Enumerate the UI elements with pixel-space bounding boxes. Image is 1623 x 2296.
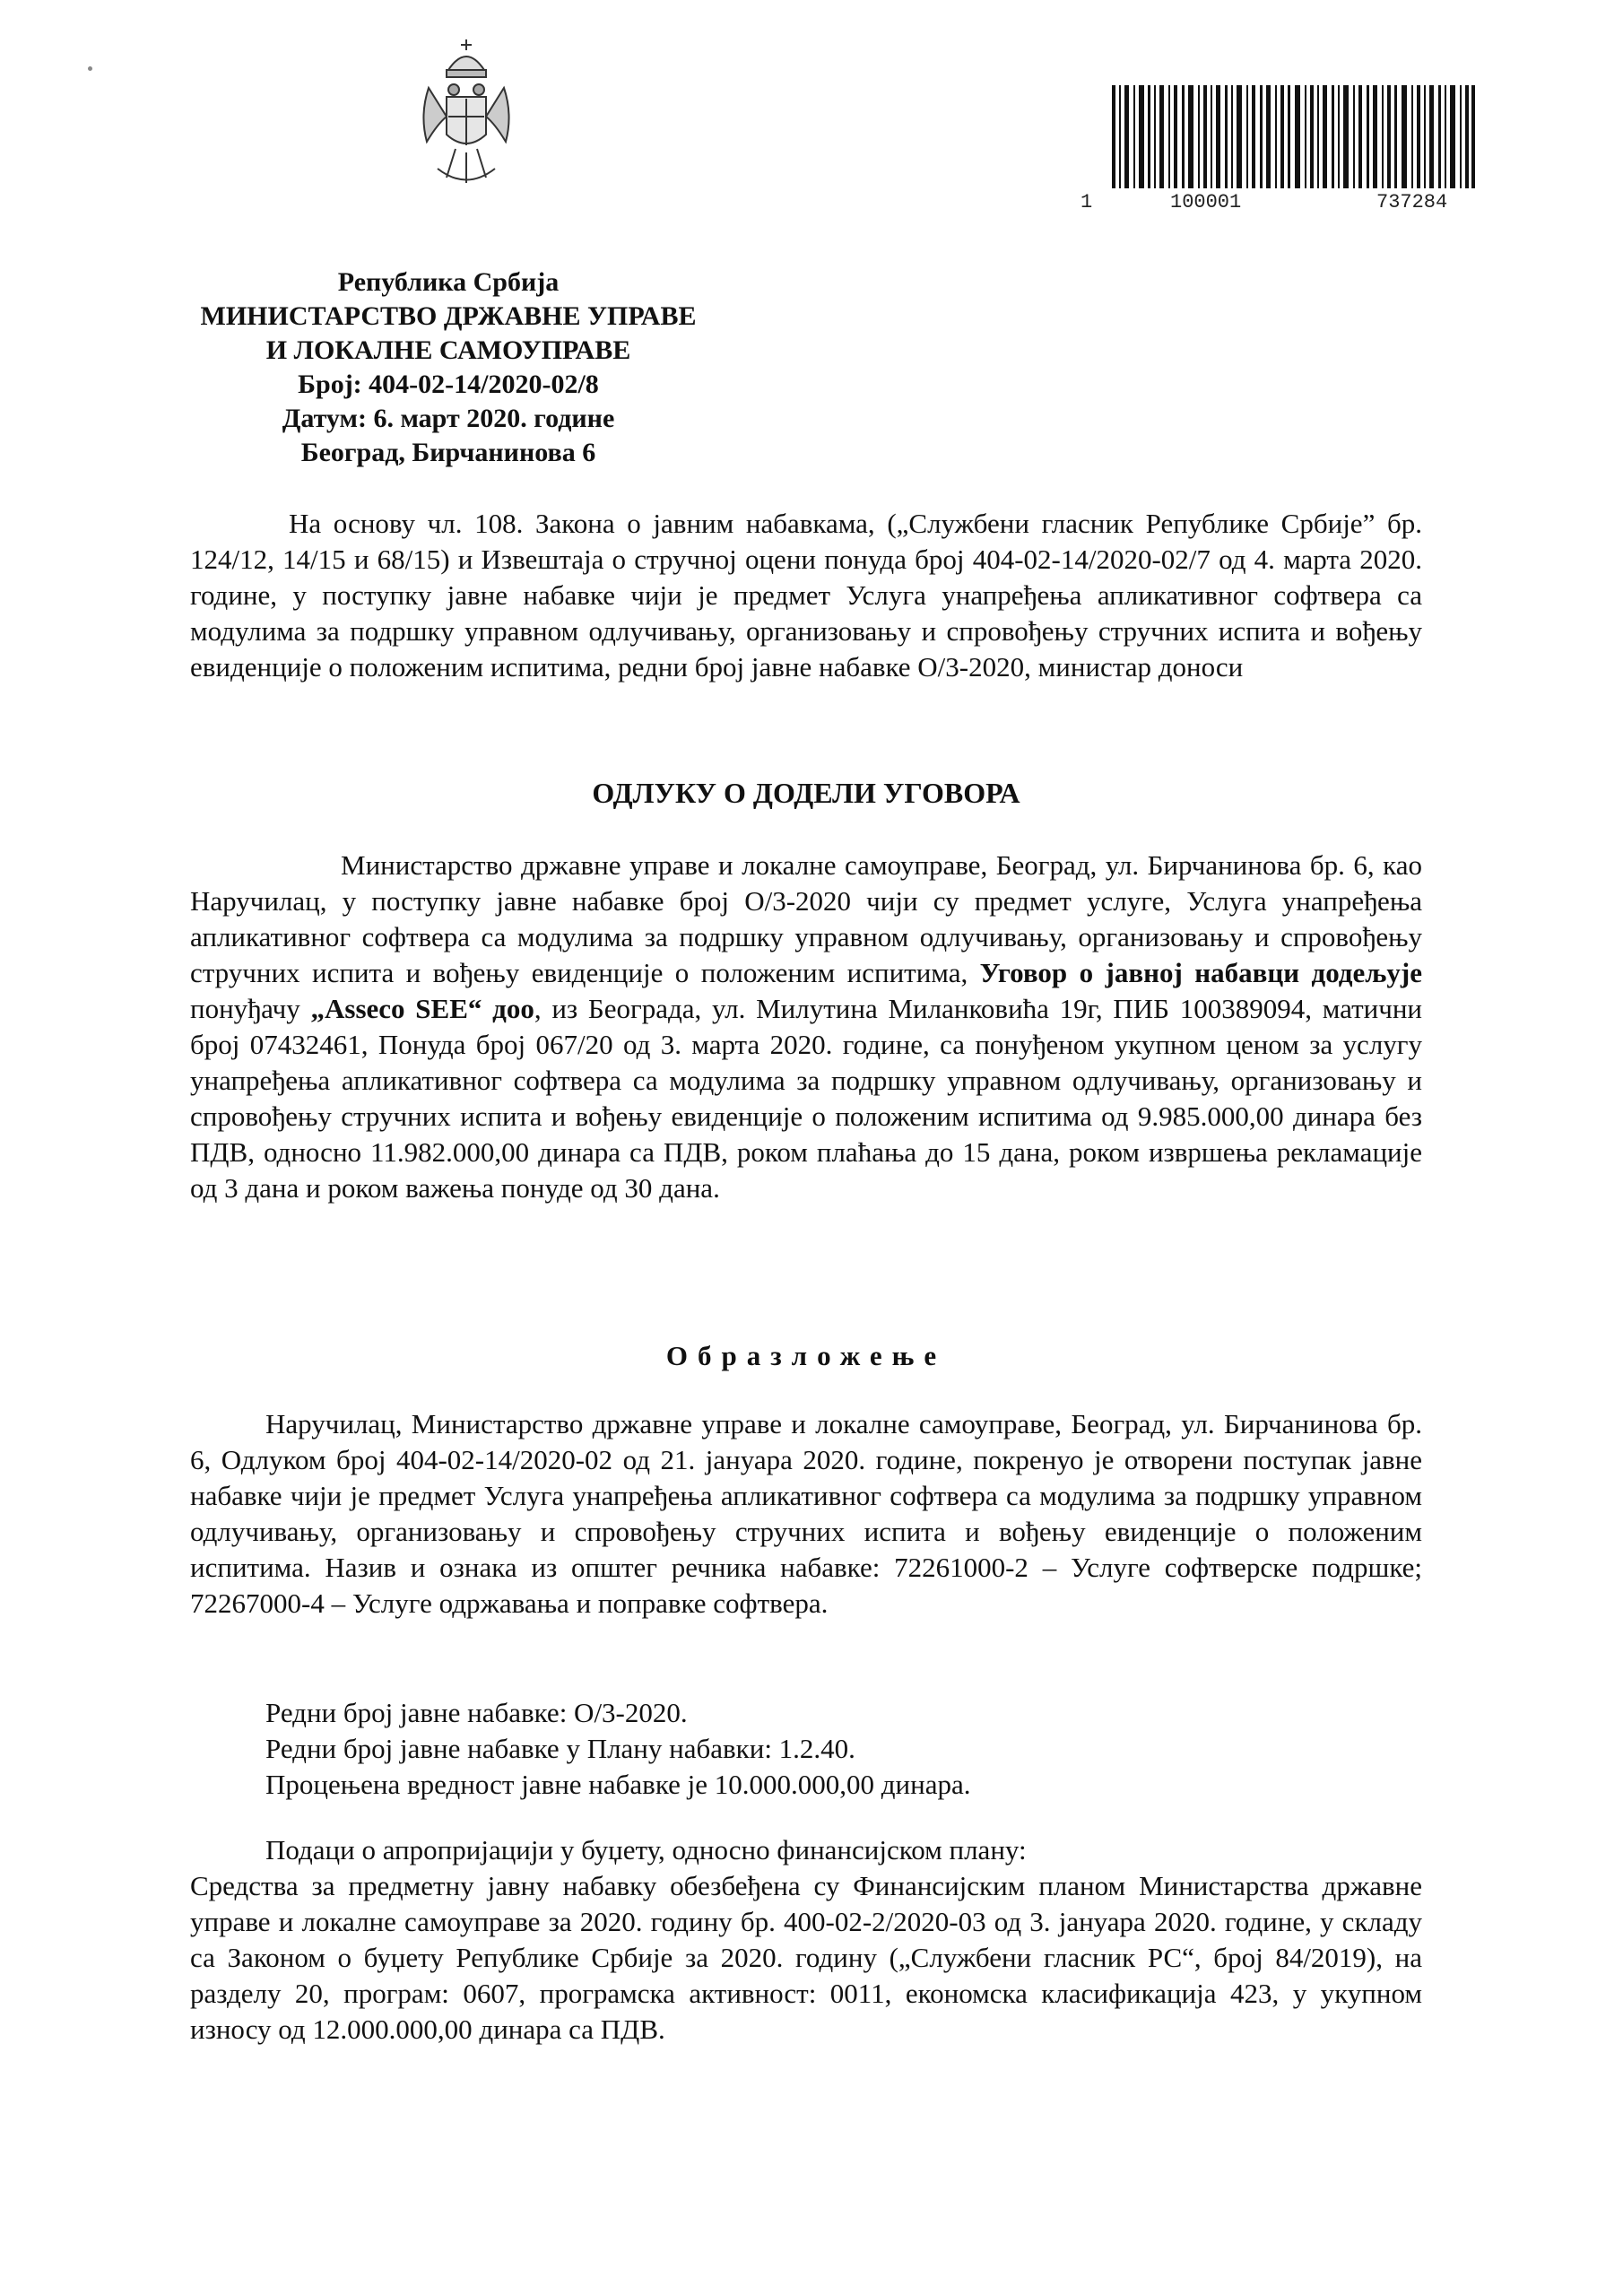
appropriation-paragraph: Средства за предметну јавну набавку обезбеђена су Финансијским планом Министарства државне управе и локалне самоуправе за 2020. годину бр. 400-02-2/2020-03 од 3. јануара 2020. године, у складу са Законом о буџету Републике Србије за 2020. годину („Службени гласник РС“, број 84/2019), на разделу 20, програм: 0607, програмска активност: 0011, економска класификација 423, у укупном износу од 12.000.000,00 динара са ПДВ. — [190, 1870, 1422, 2045]
appropriation-heading: Подаци о апропријацији у буџету, односно финансијском плану: — [265, 1834, 1027, 1866]
list-item: Процењена вредност јавне набавке је 10.000.000,00 динара. — [265, 1769, 971, 1800]
decision-text-part1: Министарство државне управе и локалне самоуправе, Београд, ул. Бирчанинова бр. 6, као Наручилац, у поступку јавне набавке број О/3-2020 чији су предмет услуге, Услуга унапређења апликативног софтвера са модулима за подршку управном одлучивању, организовању и спровођењу стручних испита и вођењу евиденције о положеним испитима, — [190, 849, 1422, 988]
list-item: Редни број јавне набавке у Плану набавки: 1.2.40. — [265, 1733, 855, 1764]
header-ministry-line2: И ЛОКАЛНЕ САМОУПРАВЕ — [265, 335, 631, 365]
decision-text-part2: понуђачу — [190, 993, 311, 1024]
reasoning-paragraph: Наручилац, Министарство државне управе и локалне самоуправе, Београд, ул. Бирчанинова бр. 6, Одлуком број 404-02-14/2020-02 од 21. јануара 2020. године, покренуо је отворени поступак јавне набавке чији је предмет Услуга унапређења апликативног софтвера са модулима за подршку управном одлучивању, организовању и спровођењу стручних испита и вођењу евиденције о положеним испитима. Назив и ознака из општег речника набавке: 72261000-2 – Услуге софтверске подршке; 72267000-4 – Услуге одржавања и поправке софтвера. — [190, 1408, 1422, 1619]
list-item: Редни број јавне набавке: О/3-2020. — [265, 1697, 688, 1728]
header-address: Београд, Бирчанинова 6 — [300, 438, 596, 467]
barcode-middle-code: 100001 — [1170, 191, 1242, 213]
decision-title: ОДЛУКУ О ДОДЕЛИ УГОВОРА — [592, 777, 1020, 809]
scan-speck — [88, 66, 92, 71]
reasoning-title: Образложење — [665, 1340, 947, 1371]
intro-paragraph: На основу чл. 108. Закона о јавним набавкама, („Службени гласник Републике Србије” бр. 124/12, 14/15 и 68/15) и Извештаја о стручној оцени понуда број 404-02-14/2020-02/7 од 4. марта 2020. године, у поступку јавне набавке чији је предмет Услуга унапређења апликативног софтвера са модулима за подршку управном одлучивању, организовању и спровођењу стручних испита и вођењу евиденције о положеним испитима, редни број јавне набавке О/3-2020, министар доноси — [190, 508, 1422, 683]
document-header — [179, 265, 717, 470]
barcode-left-digit: 1 — [1081, 191, 1093, 213]
decision-bold-contract: Уговор о јавној набавци додељује — [979, 957, 1422, 988]
barcode-bars — [1112, 85, 1475, 188]
barcode — [1081, 85, 1475, 211]
decision-paragraph — [190, 848, 1422, 1206]
coat-of-arms-icon — [411, 34, 522, 196]
header-number: Број: 404-02-14/2020-02/8 — [298, 370, 599, 399]
header-date: Датум: 6. март 2020. године — [282, 404, 615, 433]
header-country: Република Србија — [337, 267, 560, 297]
procurement-list — [265, 1695, 970, 1803]
barcode-right-code: 737284 — [1376, 191, 1448, 213]
decision-bold-bidder: „Assecо SEE“ доо — [310, 993, 534, 1024]
decision-text-part3: , из Београда, ул. Милутина Миланковића 19г, ПИБ 100389094, матични број 07432461, Понуда број 067/20 од 3. марта 2020. године, са понуђеном укупном ценом за услугу унапређења апликативног софтвера са модулима за подршку управном одлучивању, организовању и спровођењу стручних испита и вођењу евиденције о положеним испитима од 9.985.000,00 динара без ПДВ, односно 11.982.000,00 динара са ПДВ, роком плаћања до 15 дана, роком извршења рекламације од 3 дана и роком важења понуде од 30 дана. — [190, 993, 1422, 1204]
header-ministry-line1: МИНИСТАРСТВО ДРЖАВНЕ УПРАВЕ — [200, 301, 697, 331]
